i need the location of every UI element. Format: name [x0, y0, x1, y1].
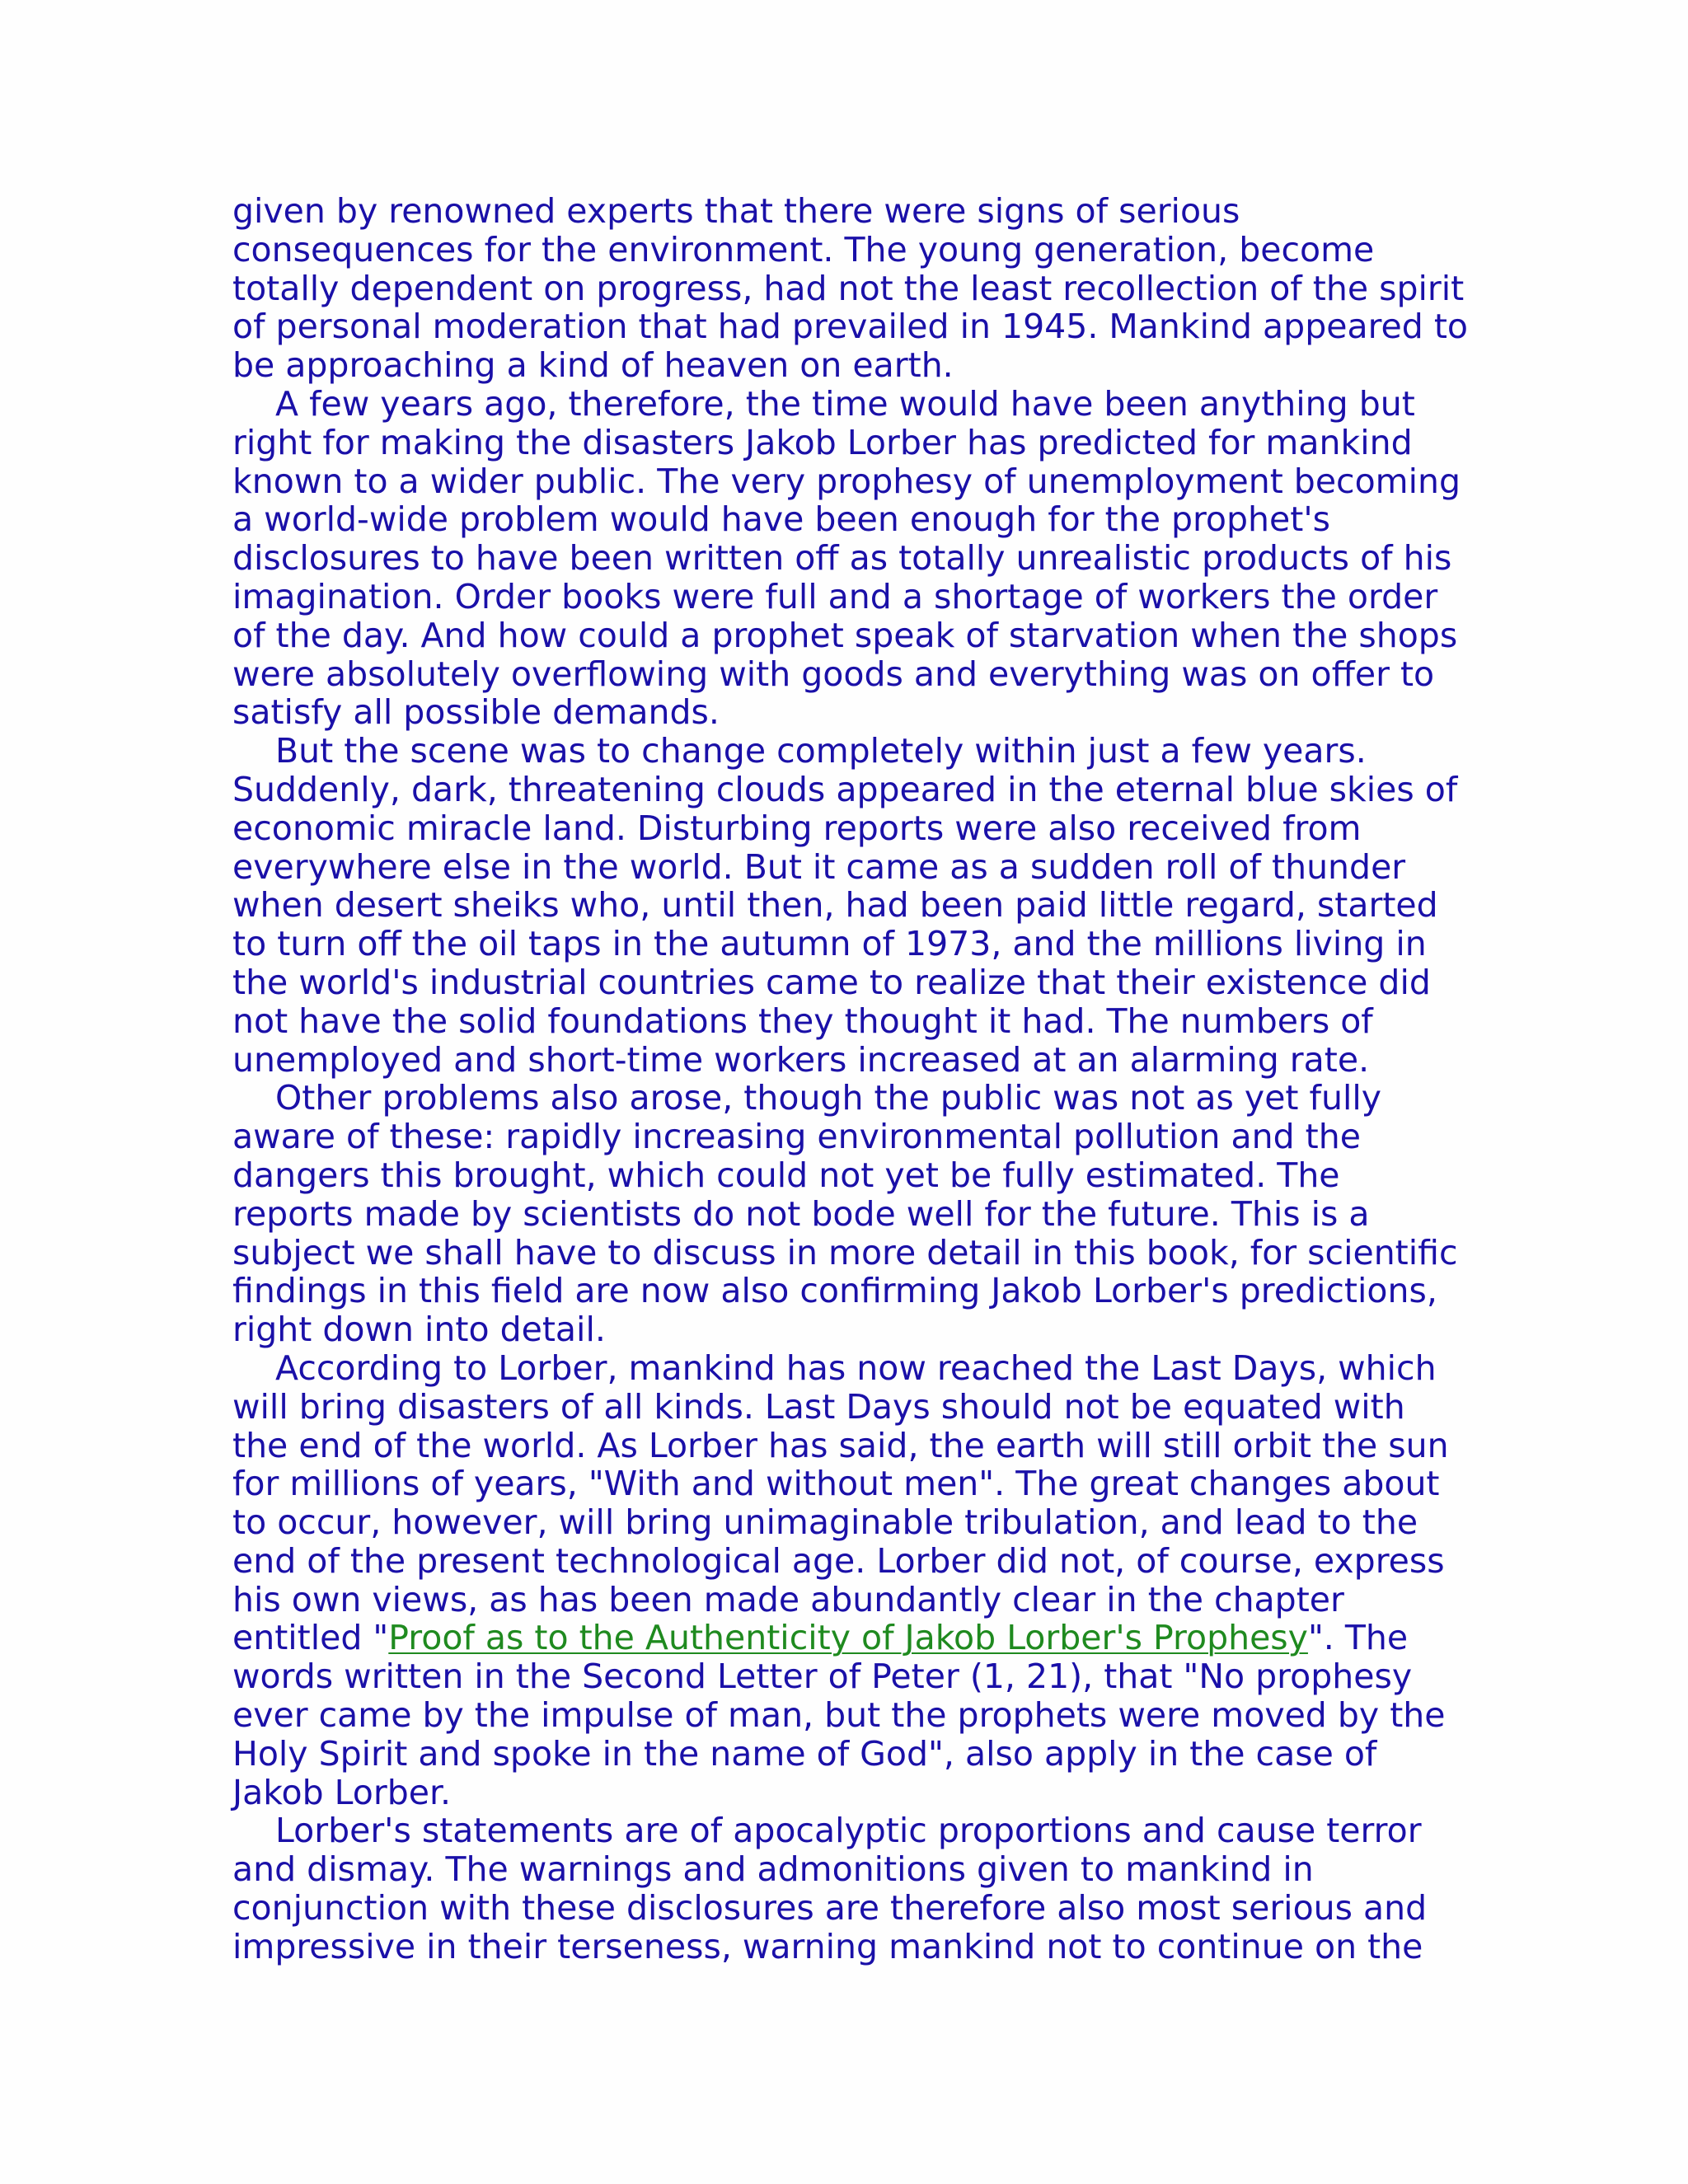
body-text	[232, 192, 1469, 1966]
paragraph-2: A few years ago, therefore, the time would have been anything but right for making the disasters Jakob Lorber has predicted for mankind known to a wider public. The very prophesy of unemployment becoming a world-wide problem would have been enough for the prophet's disclosures to have been written off as totally unrealistic products of his imagination. Order books were full and a shortage of workers the order of the day. And how could a prophet speak of starvation when the shops were absolutely overflowing with goods and everything was on offer to satisfy all possible demands.	[232, 383, 1461, 733]
paragraph-5-text-after: ". The words written in the Second Letter of Peter (1, 21), that "No prophesy ever came by the impulse of man, but the prophets were moved by the Holy Spirit and spoke in the name of God", also apply in the case of Jakob Lorber.	[232, 1618, 1446, 1812]
paragraph-3: But the scene was to change completely within just a few years. Suddenly, dark, threatening clouds appeared in the eternal blue skies of economic miracle land. Disturbing reports were also received from everywhere else in the world. But it came as a sudden roll of thunder when desert sheiks who, until then, had been paid little regard, started to turn off the oil taps in the autumn of 1973, and the millions living in the world's industrial countries came to realize that their existence did not have the solid foundations they thought it had. The numbers of unemployed and short-time workers increased at an alarming rate.	[232, 731, 1458, 1080]
paragraph-5-text-before: According to Lorber, mankind has now reached the Last Days, which will bring disasters of all kinds. Last Days should not be equated with the end of the world. As Lorber has said, the earth will still orbit the sun for millions of years, "With and without men". The great changes about to occur, however, will bring unimaginable tribulation, and lead to the end of the present technological age. Lorber did not, of course, express his own views, as has been made abundantly clear in the chapter entitled "	[232, 1347, 1449, 1658]
paragraph-5	[232, 1349, 1469, 1812]
paragraph-6: Lorber's statements are of apocalyptic proportions and cause terror and dismay. The warnings and admonitions given to mankind in conjunction with these disclosures are therefore also most serious and impressive in their terseness, warning mankind not to continue on the	[232, 1811, 1428, 1966]
paragraph-4: Other problems also arose, though the public was not as yet fully aware of these: rapidly increasing environmental pollution and the dangers this brought, which could not yet be fully estimated. The reports made by scientists do not bode well for the future. This is a subject we shall have to discuss in more detail in this book, for scientific findings in this field are now also confirming Jakob Lorber's predictions, right down into detail.	[232, 1078, 1458, 1350]
paragraph-1: given by renowned experts that there were signs of serious consequences for the environment. The young generation, become totally dependent on progress, had not the least recollection of the spirit of personal moderation that had prevailed in 1945. Mankind appeared to be approaching a kind of heaven on earth.	[232, 191, 1468, 386]
chapter-link-authenticity[interactable]: Proof as to the Authenticity of Jakob Lorber's Prophesy	[388, 1618, 1308, 1658]
